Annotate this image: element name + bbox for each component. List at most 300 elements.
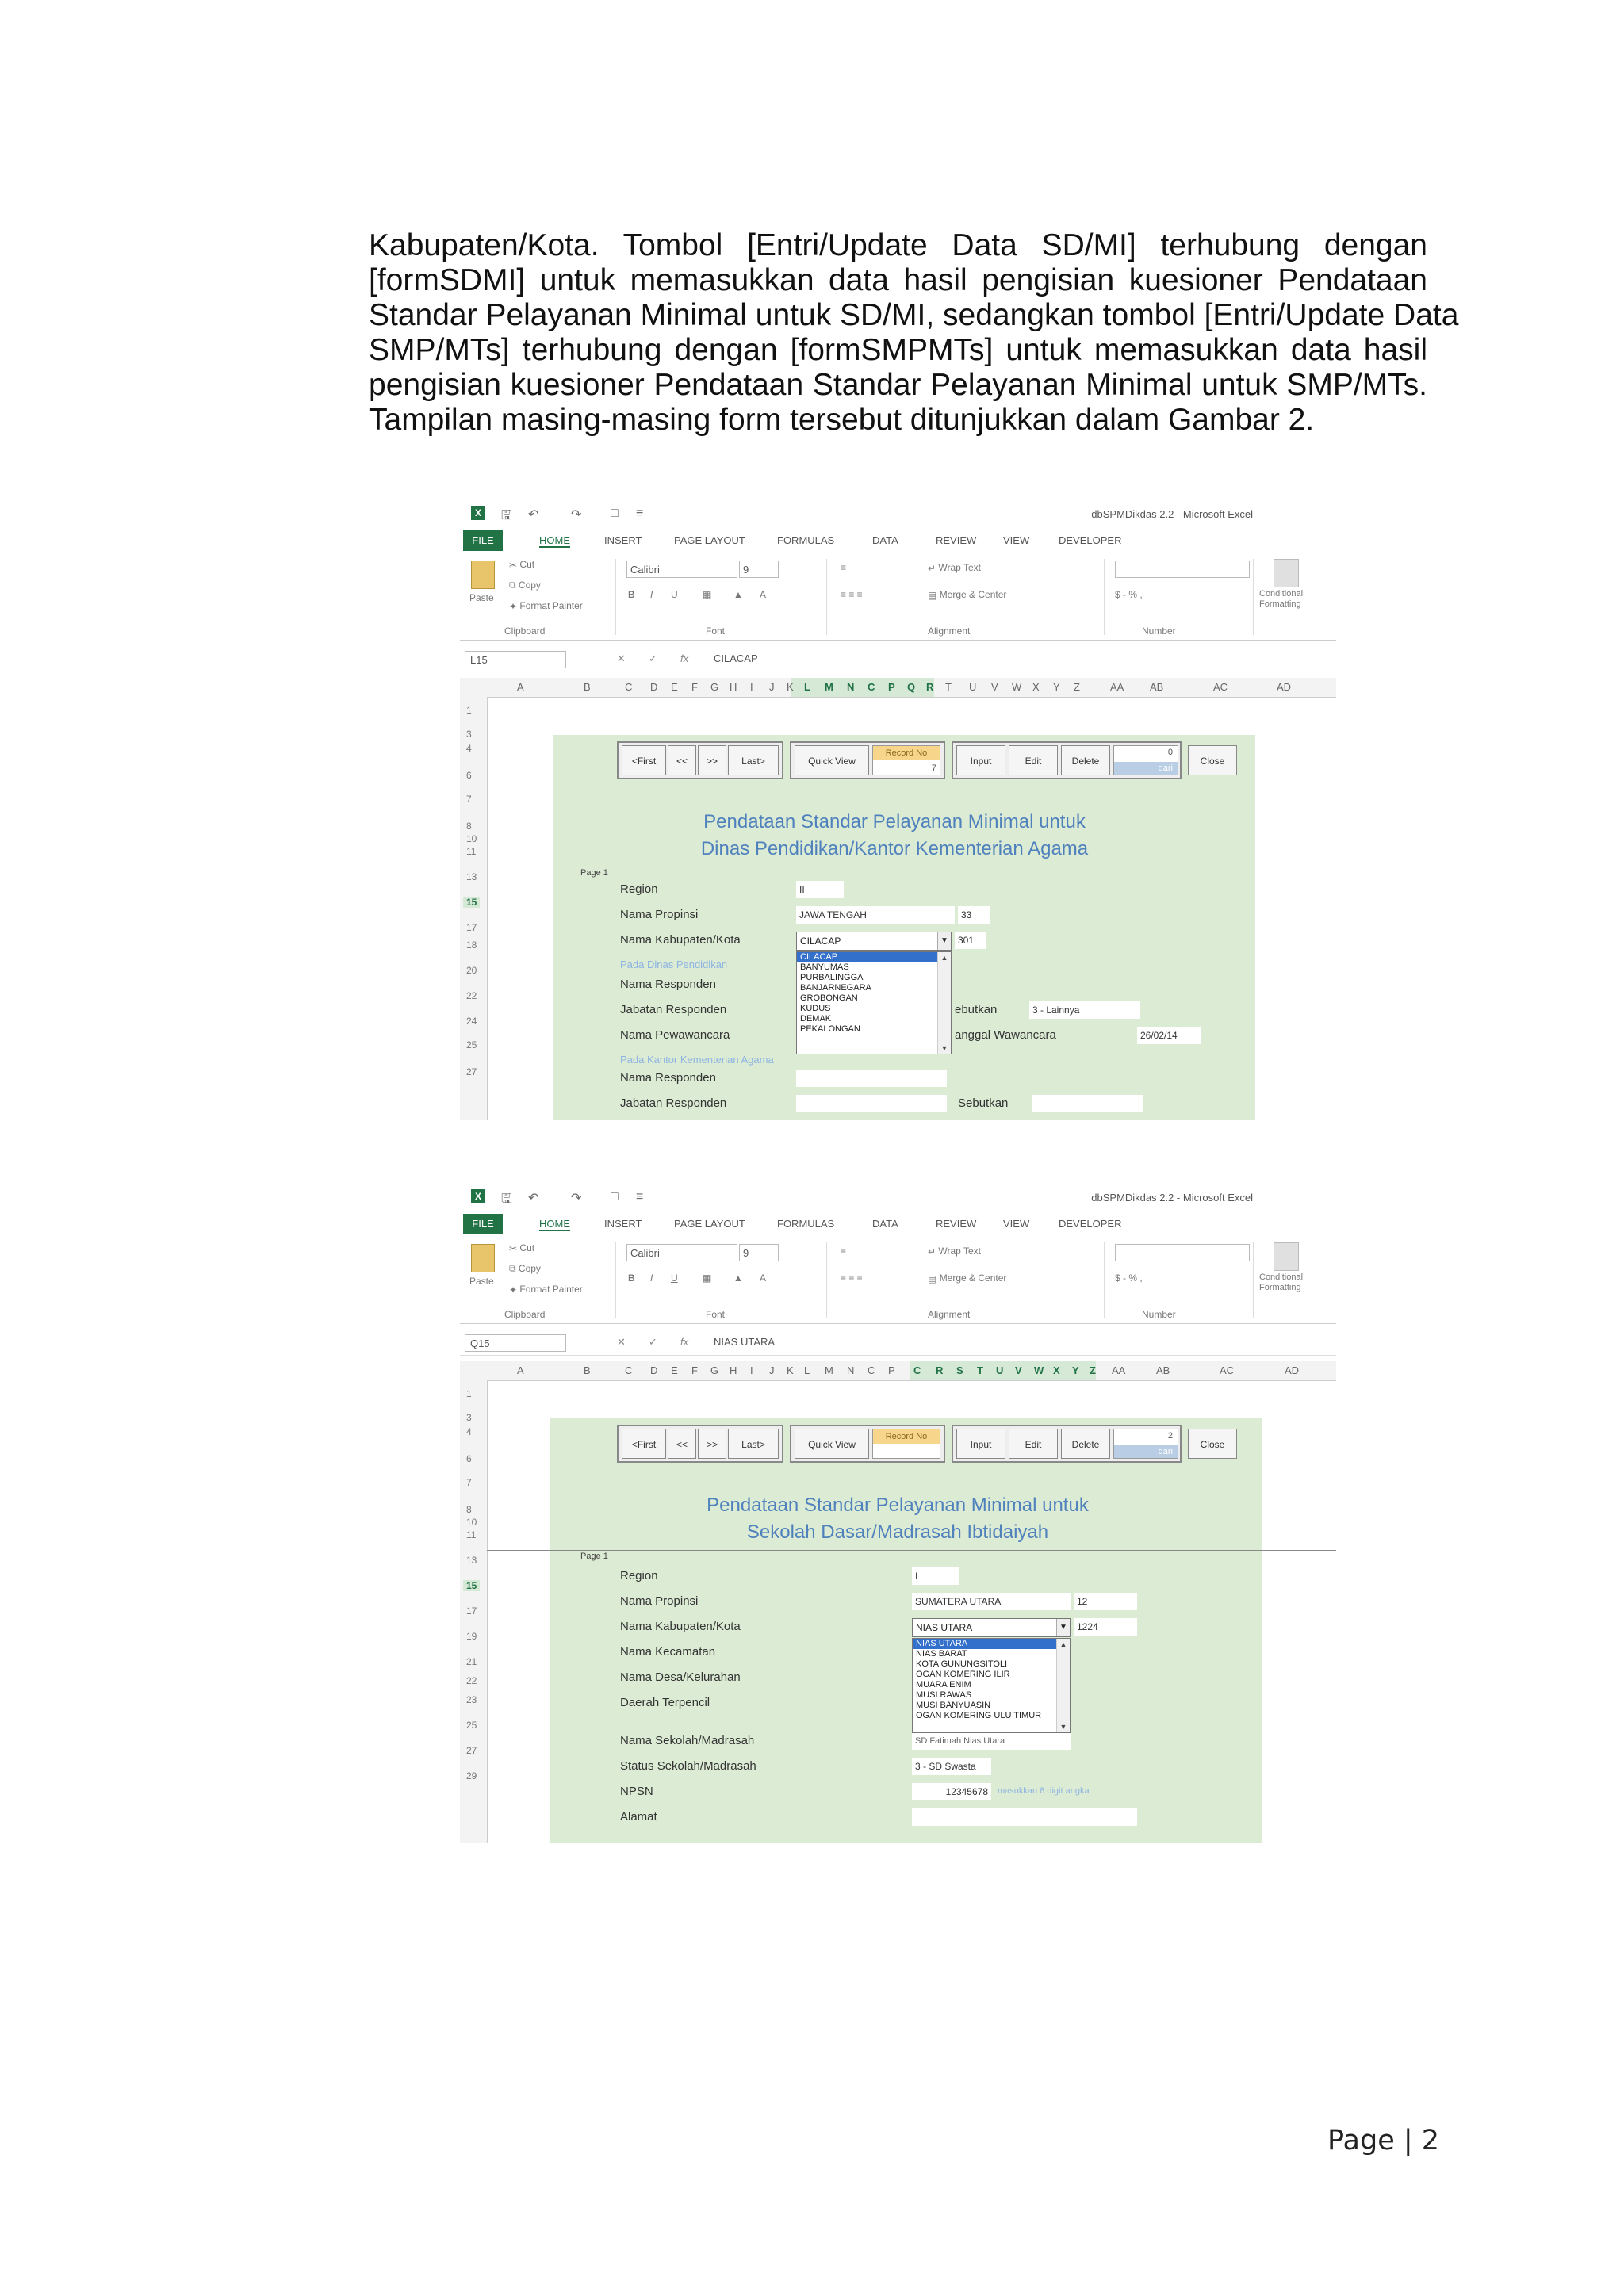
number-format-buttons[interactable]: $ - % , (1115, 1272, 1143, 1284)
close-button[interactable]: Close (1188, 1429, 1237, 1459)
record-total-field (1113, 745, 1178, 775)
merge-icon: ▤ (928, 589, 937, 601)
row-header[interactable]: 22 (466, 990, 477, 1001)
dropdown-option[interactable]: NIAS BARAT (916, 1649, 967, 1659)
column-header[interactable]: AC (1213, 681, 1228, 693)
fill-color-icon[interactable]: ▲ (733, 589, 743, 600)
dropdown-option[interactable]: CILACAP (797, 952, 951, 962)
tab-home[interactable]: HOME (539, 534, 570, 546)
dropdown-option[interactable]: MUSI RAWAS (916, 1690, 972, 1700)
row-header[interactable]: 18 (466, 939, 477, 951)
scroll-down-icon[interactable]: ▼ (1059, 1723, 1067, 1731)
font-group-label: Font (706, 626, 726, 637)
ribbon (460, 1238, 1336, 1324)
row-header[interactable]: 27 (466, 1066, 477, 1077)
column-header[interactable]: E (671, 1364, 678, 1376)
conditional-formatting-icon[interactable] (1274, 559, 1299, 587)
conditional-formatting-label[interactable]: Conditional Formatting (1259, 589, 1304, 609)
cut-label: Cut (519, 559, 535, 570)
dropdown-option[interactable]: NIAS UTARA (913, 1639, 1070, 1649)
redo-icon[interactable]: ↷ (571, 508, 582, 522)
window-title: dbSPMDikdas 2.2 - Microsoft Excel (1091, 508, 1253, 520)
dari-label: dari (1114, 762, 1178, 775)
enter-icon[interactable]: ✓ (649, 1336, 657, 1348)
cut-button[interactable] (509, 1242, 534, 1254)
scissors-icon: ✂ (509, 559, 518, 571)
formula-input[interactable]: NIAS UTARA (714, 1336, 776, 1348)
sebutkan2-field[interactable] (1032, 1095, 1143, 1112)
scroll-up-icon[interactable]: ▲ (940, 954, 948, 962)
wrap-text-label: Wrap Text (938, 1246, 981, 1257)
fill-color-icon[interactable]: ▲ (733, 1272, 743, 1284)
align-left-icon[interactable]: ≡ ≡ ≡ (841, 1272, 863, 1284)
delete-button[interactable]: Delete (1061, 1429, 1110, 1459)
ribbon-separator (1253, 1242, 1254, 1318)
previous-button[interactable]: << (668, 745, 696, 775)
underline-icon[interactable]: U (671, 1272, 678, 1284)
paste-label[interactable]: Paste (469, 592, 494, 603)
tab-review[interactable]: REVIEW (936, 1218, 977, 1230)
formula-bar (460, 648, 1336, 672)
column-header[interactable]: P (888, 1364, 895, 1376)
column-header[interactable]: G (710, 1364, 719, 1376)
column-header[interactable]: N (847, 1364, 855, 1376)
last-button[interactable]: Last> (728, 745, 779, 775)
tab-developer[interactable]: DEVELOPER (1059, 534, 1122, 546)
scroll-up-icon[interactable]: ▲ (1059, 1640, 1067, 1648)
tanggal-field[interactable]: 26/02/14 (1137, 1027, 1201, 1044)
column-header[interactable]: L (804, 1364, 810, 1376)
kabupaten-value: CILACAP (800, 936, 841, 947)
column-header[interactable]: M (825, 1364, 833, 1376)
wrap-text-button[interactable] (928, 562, 981, 574)
column-header[interactable]: Y (1072, 1364, 1079, 1376)
column-header[interactable]: K (787, 681, 794, 693)
row-header[interactable]: 13 (466, 1555, 477, 1566)
form-title-line1: Pendataan Standar Pelayanan Minimal untuk (707, 1494, 1089, 1516)
row-header[interactable]: 19 (466, 1631, 477, 1642)
row-header[interactable]: 7 (466, 794, 472, 805)
row-headers (460, 697, 488, 1120)
row-header[interactable]: 7 (466, 1477, 472, 1488)
brush-icon: ✦ (509, 600, 518, 612)
row-header[interactable]: 24 (466, 1016, 477, 1027)
row-header[interactable]: 8 (466, 821, 472, 832)
tab-home[interactable]: HOME (539, 1218, 570, 1230)
column-header[interactable]: N (847, 681, 855, 693)
cut-label: Cut (519, 1242, 535, 1253)
record-number-value: 7 (931, 763, 936, 773)
status-label: Status Sekolah/Madrasah (620, 1759, 756, 1773)
tab-review[interactable]: REVIEW (936, 534, 977, 546)
record-total-value: 0 (1167, 748, 1173, 757)
alamat-field[interactable] (912, 1808, 1137, 1826)
font-color-icon[interactable]: A (760, 589, 767, 600)
font-size-select[interactable]: 9 (739, 1244, 779, 1261)
column-header[interactable]: B (584, 1364, 591, 1376)
chevron-down-icon[interactable]: ▼ (937, 932, 951, 950)
kabupaten-label: Nama Kabupaten/Kota (620, 933, 741, 947)
column-header[interactable]: AA (1110, 681, 1124, 693)
column-header[interactable]: J (769, 681, 775, 693)
italic-icon[interactable]: I (650, 589, 653, 600)
tanggal-label: anggal Wawancara (955, 1028, 1056, 1042)
npsn-label: NPSN (620, 1785, 653, 1798)
column-header[interactable]: AB (1150, 681, 1164, 693)
brush-icon: ✦ (509, 1284, 518, 1295)
row-header[interactable]: 11 (466, 846, 477, 857)
kabupaten-code-field[interactable]: 1224 (1074, 1618, 1137, 1636)
responden2-field[interactable] (796, 1070, 947, 1087)
column-header[interactable]: I (750, 681, 753, 693)
number-group-label: Number (1142, 626, 1176, 637)
kecamatan-label: Nama Kecamatan (620, 1645, 716, 1659)
chevron-down-icon[interactable]: ▼ (1056, 1619, 1070, 1636)
column-header[interactable]: B (584, 681, 591, 693)
dropdown-option[interactable]: GROBONGAN (800, 993, 858, 1003)
input-button[interactable]: Input (956, 1429, 1005, 1459)
record-number-field[interactable] (872, 745, 940, 775)
row-header[interactable]: 4 (466, 743, 472, 754)
tab-developer[interactable]: DEVELOPER (1059, 1218, 1122, 1230)
npsn-field[interactable]: 12345678 (912, 1783, 991, 1800)
save-icon[interactable]: 🖫 (501, 509, 512, 522)
row-header[interactable]: 22 (466, 1675, 477, 1686)
paragraph-line: SMP/MTs] terhubung dengan [formSMPMTs] untuk memasukkan data hasil (369, 333, 1427, 367)
cancel-icon[interactable]: ✕ (617, 1336, 626, 1348)
column-header[interactable]: X (1032, 681, 1040, 693)
column-header[interactable]: R (926, 681, 934, 693)
font-name-select[interactable]: Calibri (626, 561, 737, 578)
dari-label: dari (1114, 1445, 1178, 1458)
column-header[interactable]: G (710, 681, 719, 693)
close-button[interactable]: Close (1188, 745, 1237, 775)
previous-button[interactable]: << (668, 1429, 696, 1459)
column-header[interactable]: V (991, 681, 998, 693)
column-header[interactable]: W (1034, 1364, 1044, 1376)
dropdown-option[interactable]: DEMAK (800, 1014, 832, 1024)
column-header[interactable]: Z (1074, 681, 1080, 693)
column-header[interactable]: P (888, 681, 895, 693)
row-header[interactable]: 1 (466, 705, 472, 716)
tab-data[interactable]: DATA (872, 534, 898, 546)
column-header[interactable]: AA (1112, 1364, 1126, 1376)
column-header[interactable]: Z (1090, 1364, 1096, 1376)
format-painter-label: Format Painter (519, 1284, 583, 1295)
kabupaten-combo[interactable] (796, 932, 952, 951)
column-header[interactable]: K (787, 1364, 794, 1376)
row-header[interactable]: 10 (466, 1517, 477, 1528)
tab-view[interactable]: VIEW (1003, 1218, 1030, 1230)
row-header[interactable]: 8 (466, 1504, 472, 1515)
bold-icon[interactable]: B (628, 589, 635, 600)
tab-file[interactable]: FILE (463, 1214, 503, 1234)
column-header[interactable]: L (804, 681, 810, 693)
function-icon[interactable]: fx (680, 652, 689, 664)
scissors-icon: ✂ (509, 1242, 518, 1254)
tab-view[interactable]: VIEW (1003, 534, 1030, 546)
format-painter-label: Format Painter (519, 600, 583, 611)
customize-toolbar-icon[interactable]: ≡ (636, 507, 644, 520)
dropdown-option[interactable]: BANYUMAS (800, 962, 849, 972)
scroll-down-icon[interactable]: ▼ (940, 1044, 948, 1052)
row-header[interactable]: 1 (466, 1388, 472, 1399)
copy-label: Copy (518, 580, 541, 591)
next-button[interactable]: >> (698, 745, 726, 775)
undo-icon[interactable]: ↶ (528, 508, 539, 522)
column-header[interactable]: Q (907, 681, 916, 693)
conditional-formatting-icon[interactable] (1274, 1242, 1299, 1271)
row-header[interactable]: 3 (466, 729, 472, 740)
dropdown-option[interactable]: KOTA GUNUNGSITOLI (916, 1659, 1008, 1669)
tab-insert[interactable]: INSERT (604, 1218, 642, 1230)
enter-icon[interactable]: ✓ (649, 652, 657, 664)
wrap-text-icon: ↵ (928, 1246, 936, 1257)
column-header[interactable]: S (956, 1364, 963, 1376)
column-header[interactable]: AB (1156, 1364, 1170, 1376)
column-header[interactable]: T (977, 1364, 983, 1376)
dropdown-option[interactable]: OGAN KOMERING ULU TIMUR (916, 1711, 1042, 1720)
column-header[interactable]: U (996, 1364, 1004, 1376)
dropdown-option[interactable]: KUDUS (800, 1004, 831, 1013)
column-header[interactable]: C (868, 1364, 875, 1376)
paste-label[interactable]: Paste (469, 1276, 494, 1287)
paragraph-line: pengisian kuesioner Pendataan Standar Pelayanan Minimal untuk SMP/MTs. (369, 368, 1427, 402)
edit-button[interactable]: Edit (1009, 745, 1058, 775)
quick-view-button[interactable]: Quick View (795, 1429, 869, 1459)
record-number-label: Record No (873, 1429, 940, 1444)
jabatan2-label: Jabatan Responden (620, 1096, 727, 1110)
tab-file[interactable]: FILE (463, 530, 503, 551)
cancel-icon[interactable]: ✕ (617, 652, 626, 664)
row-header[interactable]: 29 (466, 1770, 477, 1781)
dropdown-scrollbar[interactable] (1056, 1639, 1070, 1732)
column-header[interactable]: I (750, 1364, 753, 1376)
merge-icon: ▤ (928, 1272, 937, 1284)
row-header[interactable]: 25 (466, 1720, 477, 1731)
column-header[interactable]: F (691, 1364, 698, 1376)
merge-center-button[interactable] (928, 1272, 1006, 1284)
column-header[interactable]: AD (1285, 1364, 1300, 1376)
name-box[interactable]: Q15 (465, 1334, 566, 1352)
row-header-selected[interactable]: 15 (463, 897, 480, 908)
dropdown-scrollbar[interactable] (937, 952, 951, 1054)
pada-dinas-label: Pada Dinas Pendidikan (620, 959, 728, 970)
input-button[interactable]: Input (956, 745, 1005, 775)
save-icon[interactable]: 🖫 (501, 1192, 512, 1206)
row-header[interactable]: 25 (466, 1039, 477, 1050)
row-header[interactable]: 13 (466, 871, 477, 882)
copy-label: Copy (518, 1263, 541, 1274)
column-header[interactable]: X (1053, 1364, 1060, 1376)
column-header[interactable]: A (517, 1364, 524, 1376)
column-header[interactable]: M (825, 681, 833, 693)
column-header[interactable]: H (730, 681, 737, 693)
quick-view-button[interactable]: Quick View (795, 745, 869, 775)
row-header[interactable]: 17 (466, 922, 477, 933)
row-header[interactable]: 20 (466, 965, 477, 976)
ribbon-separator (615, 559, 616, 635)
ribbon-tabs (460, 1214, 1336, 1234)
form-title-line2: Dinas Pendidikan/Kantor Kementerian Agama (700, 838, 1089, 859)
column-header[interactable]: D (650, 1364, 658, 1376)
jabatan-lainnya-field[interactable]: 3 - Lainnya (1029, 1001, 1140, 1019)
column-headers (460, 678, 1336, 698)
dropdown-option[interactable]: OGAN KOMERING ILIR (916, 1670, 1010, 1679)
kabupaten-dropdown-list[interactable] (912, 1638, 1071, 1733)
border-icon[interactable]: ▦ (703, 589, 712, 600)
column-header[interactable]: H (730, 1364, 737, 1376)
column-header[interactable]: J (769, 1364, 775, 1376)
edit-button[interactable]: Edit (1009, 1429, 1058, 1459)
tab-insert[interactable]: INSERT (604, 534, 642, 546)
row-header[interactable]: 6 (466, 1453, 472, 1464)
next-button[interactable]: >> (698, 1429, 726, 1459)
column-header[interactable]: R (936, 1364, 944, 1376)
column-header[interactable]: A (517, 681, 524, 693)
tab-page-layout[interactable]: PAGE LAYOUT (674, 534, 745, 546)
propinsi-field[interactable]: SUMATERA UTARA (912, 1593, 1071, 1610)
formula-input[interactable]: CILACAP (714, 652, 758, 664)
new-document-icon[interactable]: □ (611, 507, 619, 520)
first-button[interactable]: <First (622, 1429, 666, 1459)
row-header[interactable]: 3 (466, 1412, 472, 1423)
propinsi-code-field[interactable]: 33 (958, 906, 990, 924)
row-header[interactable]: 27 (466, 1745, 477, 1756)
copy-icon: ⧉ (509, 580, 516, 591)
name-box[interactable]: L15 (465, 651, 566, 668)
column-header[interactable]: W (1012, 681, 1022, 693)
kabupaten-value: NIAS UTARA (916, 1622, 973, 1633)
paragraph-line: [formSDMI] untuk memasukkan data hasil pengisian kuesioner Pendataan (369, 263, 1427, 297)
excel-screenshot-sdmi (460, 1185, 1336, 1843)
column-header[interactable]: D (650, 681, 658, 693)
column-header[interactable]: V (1015, 1364, 1022, 1376)
row-header[interactable]: 23 (466, 1694, 477, 1705)
tab-page-layout[interactable]: PAGE LAYOUT (674, 1218, 745, 1230)
responden2-label: Nama Responden (620, 1071, 716, 1085)
column-header[interactable]: Y (1053, 681, 1060, 693)
align-top-icon[interactable]: ≡ (841, 562, 847, 573)
dropdown-option[interactable]: PEKALONGAN (800, 1024, 860, 1034)
number-format-select[interactable] (1115, 561, 1250, 578)
dropdown-option[interactable]: MUARA ENIM (916, 1680, 971, 1689)
dropdown-option[interactable]: PURBALINGGA (800, 973, 864, 982)
clipboard-group-label: Clipboard (504, 626, 546, 637)
font-name-select[interactable]: Calibri (626, 1244, 737, 1261)
align-top-icon[interactable]: ≡ (841, 1246, 847, 1257)
last-button[interactable]: Last> (728, 1429, 779, 1459)
column-header[interactable]: AC (1220, 1364, 1235, 1376)
sekolah-field[interactable]: SD Fatimah Nias Utara (912, 1732, 1071, 1750)
row-header[interactable]: 21 (466, 1656, 477, 1667)
underline-icon[interactable]: U (671, 589, 678, 600)
region-label: Region (620, 882, 658, 896)
record-number-field[interactable] (872, 1429, 940, 1459)
jabatan2-field[interactable] (796, 1095, 947, 1112)
border-icon[interactable]: ▦ (703, 1272, 712, 1284)
column-header[interactable]: C (868, 681, 875, 693)
column-header[interactable]: T (945, 681, 952, 693)
tab-formulas[interactable]: FORMULAS (777, 1218, 835, 1230)
region-field[interactable]: II (796, 881, 844, 898)
sebutkan-label: ebutkan (955, 1003, 998, 1016)
column-header[interactable]: E (671, 681, 678, 693)
status-field[interactable]: 3 - SD Swasta (912, 1758, 991, 1775)
region-field[interactable]: I (912, 1567, 959, 1585)
column-header[interactable]: U (969, 681, 977, 693)
merge-center-button[interactable] (928, 589, 1006, 601)
jabatan-label: Jabatan Responden (620, 1003, 727, 1016)
wrap-text-button[interactable] (928, 1246, 981, 1257)
dropdown-option[interactable]: BANJARNEGARA (800, 983, 871, 993)
ribbon-separator (615, 1242, 616, 1318)
align-left-icon[interactable]: ≡ ≡ ≡ (841, 589, 863, 600)
propinsi-label: Nama Propinsi (620, 1594, 699, 1608)
redo-icon[interactable]: ↷ (571, 1192, 582, 1205)
function-icon[interactable]: fx (680, 1336, 689, 1348)
format-painter-button[interactable] (509, 600, 583, 612)
propinsi-label: Nama Propinsi (620, 908, 699, 921)
kabupaten-dropdown-list[interactable] (796, 951, 952, 1054)
row-header[interactable]: 4 (466, 1426, 472, 1437)
copy-icon: ⧉ (509, 1263, 516, 1275)
row-header[interactable]: 17 (466, 1605, 477, 1617)
row-header[interactable]: 11 (466, 1529, 477, 1540)
kabupaten-code-field[interactable]: 301 (955, 932, 986, 949)
font-color-icon[interactable]: A (760, 1272, 767, 1284)
first-button[interactable]: <First (622, 745, 666, 775)
new-document-icon[interactable]: □ (611, 1190, 619, 1203)
tab-data[interactable]: DATA (872, 1218, 898, 1230)
paste-icon[interactable] (471, 561, 495, 589)
form-title-line2: Sekolah Dasar/Madrasah Ibtidaiyah (746, 1521, 1049, 1543)
delete-button[interactable]: Delete (1061, 745, 1110, 775)
font-size-select[interactable]: 9 (739, 561, 779, 578)
column-header[interactable]: F (691, 681, 698, 693)
number-format-select[interactable] (1115, 1244, 1250, 1261)
page-number: Page | 2 (1327, 2125, 1440, 2156)
bold-icon[interactable]: B (628, 1272, 635, 1284)
italic-icon[interactable]: I (650, 1272, 653, 1284)
conditional-formatting-label[interactable]: Conditional Formatting (1259, 1272, 1304, 1292)
column-header[interactable]: AD (1277, 681, 1292, 693)
dropdown-option[interactable]: MUSI BANYUASIN (916, 1701, 991, 1710)
row-header[interactable]: 6 (466, 770, 472, 781)
kabupaten-combo[interactable] (912, 1618, 1071, 1637)
propinsi-field[interactable]: JAWA TENGAH (796, 906, 955, 924)
row-header-selected[interactable]: 15 (463, 1580, 480, 1591)
paste-icon[interactable] (471, 1244, 495, 1272)
ribbon-tabs (460, 530, 1336, 551)
customize-toolbar-icon[interactable]: ≡ (636, 1190, 644, 1203)
column-header[interactable]: C (914, 1364, 921, 1376)
alignment-group-label: Alignment (928, 1309, 971, 1320)
copy-button[interactable] (509, 580, 541, 591)
column-header[interactable]: C (625, 1364, 633, 1376)
column-headers (460, 1361, 1336, 1381)
number-format-buttons[interactable]: $ - % , (1115, 589, 1143, 600)
propinsi-code-field[interactable]: 12 (1074, 1593, 1137, 1610)
cut-button[interactable] (509, 559, 534, 571)
copy-button[interactable] (509, 1263, 541, 1275)
format-painter-button[interactable] (509, 1284, 583, 1295)
undo-icon[interactable]: ↶ (528, 1192, 539, 1205)
pada-kantor-label: Pada Kantor Kementerian Agama (620, 1054, 774, 1066)
row-header[interactable]: 10 (466, 833, 477, 844)
tab-formulas[interactable]: FORMULAS (777, 534, 835, 546)
column-header[interactable]: C (625, 681, 633, 693)
